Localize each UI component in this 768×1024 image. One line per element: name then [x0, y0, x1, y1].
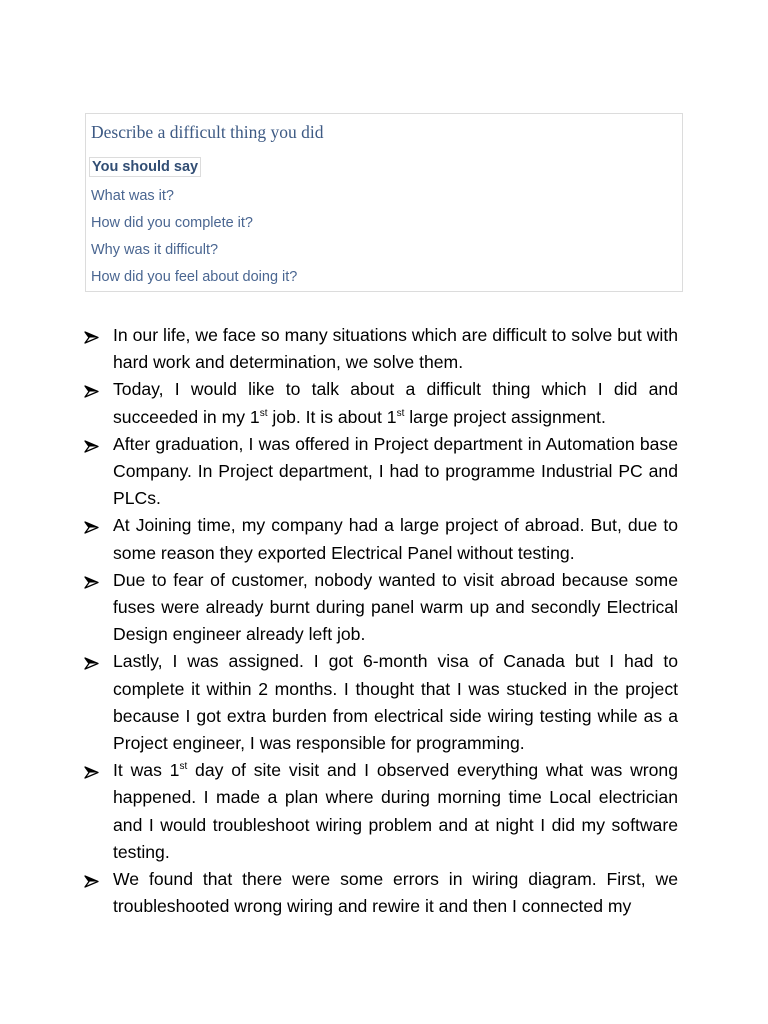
answer-item-5 [84, 567, 678, 649]
cue-prompt-3: Why was it difficult? [91, 242, 219, 258]
answer-text: We found that there were some errors in wiring diagram. First, we troubleshooted wrong wiring and rewire it and then I connected my [113, 869, 678, 917]
cue-card-title: Describe a difficult thing you did [91, 122, 324, 142]
cue-card [85, 113, 683, 292]
answer-text: Today, I would like to talk about a difficult thing which I did and succeeded in my 1 [113, 379, 678, 427]
arrowhead-bullet-icon [84, 576, 99, 589]
arrowhead-bullet-icon [84, 331, 99, 344]
answer-item-1 [84, 322, 678, 376]
answer-text: day of site visit and I observed everything what was wrong happened. I made a plan where during morning time Local electrician and I would troubleshoot wiring problem and at night I did my software testing. [113, 760, 678, 862]
answer-text: After graduation, I was offered in Project department in Automation base Company. In Project department, I had to programme Industrial PC and PLCs. [113, 433, 678, 509]
answer-text: At Joining time, my company had a large project of abroad. But, due to some reason they exported Electrical Panel without testing. [113, 515, 678, 563]
ordinal-suffix: st [396, 407, 405, 419]
cue-card-subtitle: You should say [89, 157, 201, 177]
cue-prompt-4: How did you feel about doing it? [91, 269, 298, 285]
arrowhead-bullet-icon [84, 440, 99, 453]
cue-prompt-2: How did you complete it? [91, 215, 253, 231]
answer-item-4 [84, 512, 678, 566]
answer-item-6 [84, 648, 678, 757]
answer-item-3 [84, 431, 678, 513]
arrowhead-bullet-icon [84, 657, 99, 670]
arrowhead-bullet-icon [84, 875, 99, 888]
answer-text: It was 1 [113, 760, 180, 781]
arrowhead-bullet-icon [84, 385, 99, 398]
answer-text: Due to fear of customer, nobody wanted to visit abroad because some fuses were already burnt during panel warm up and secondly Electrical Design engineer already left job. [113, 569, 678, 645]
answer-text: large project assignment. [404, 406, 606, 427]
answer-text: In our life, we face so many situations which are difficult to solve but with hard work and determination, we solve them. [113, 325, 678, 373]
ordinal-suffix: st [259, 407, 268, 419]
answer-item-2 [84, 376, 678, 430]
answer-list [84, 322, 678, 920]
answer-item-8 [84, 866, 678, 920]
ordinal-suffix: st [179, 761, 188, 773]
arrowhead-bullet-icon [84, 766, 99, 779]
answer-text: job. It is about 1 [267, 406, 397, 427]
answer-item-7 [84, 757, 678, 866]
arrowhead-bullet-icon [84, 521, 99, 534]
answer-text: Lastly, I was assigned. I got 6-month visa of Canada but I had to complete it within 2 months. I thought that I was stucked in the project because I got extra burden from electrical side wiring testing while as a Project engineer, I was responsible for programming. [113, 651, 678, 754]
cue-prompt-1: What was it? [91, 188, 174, 204]
